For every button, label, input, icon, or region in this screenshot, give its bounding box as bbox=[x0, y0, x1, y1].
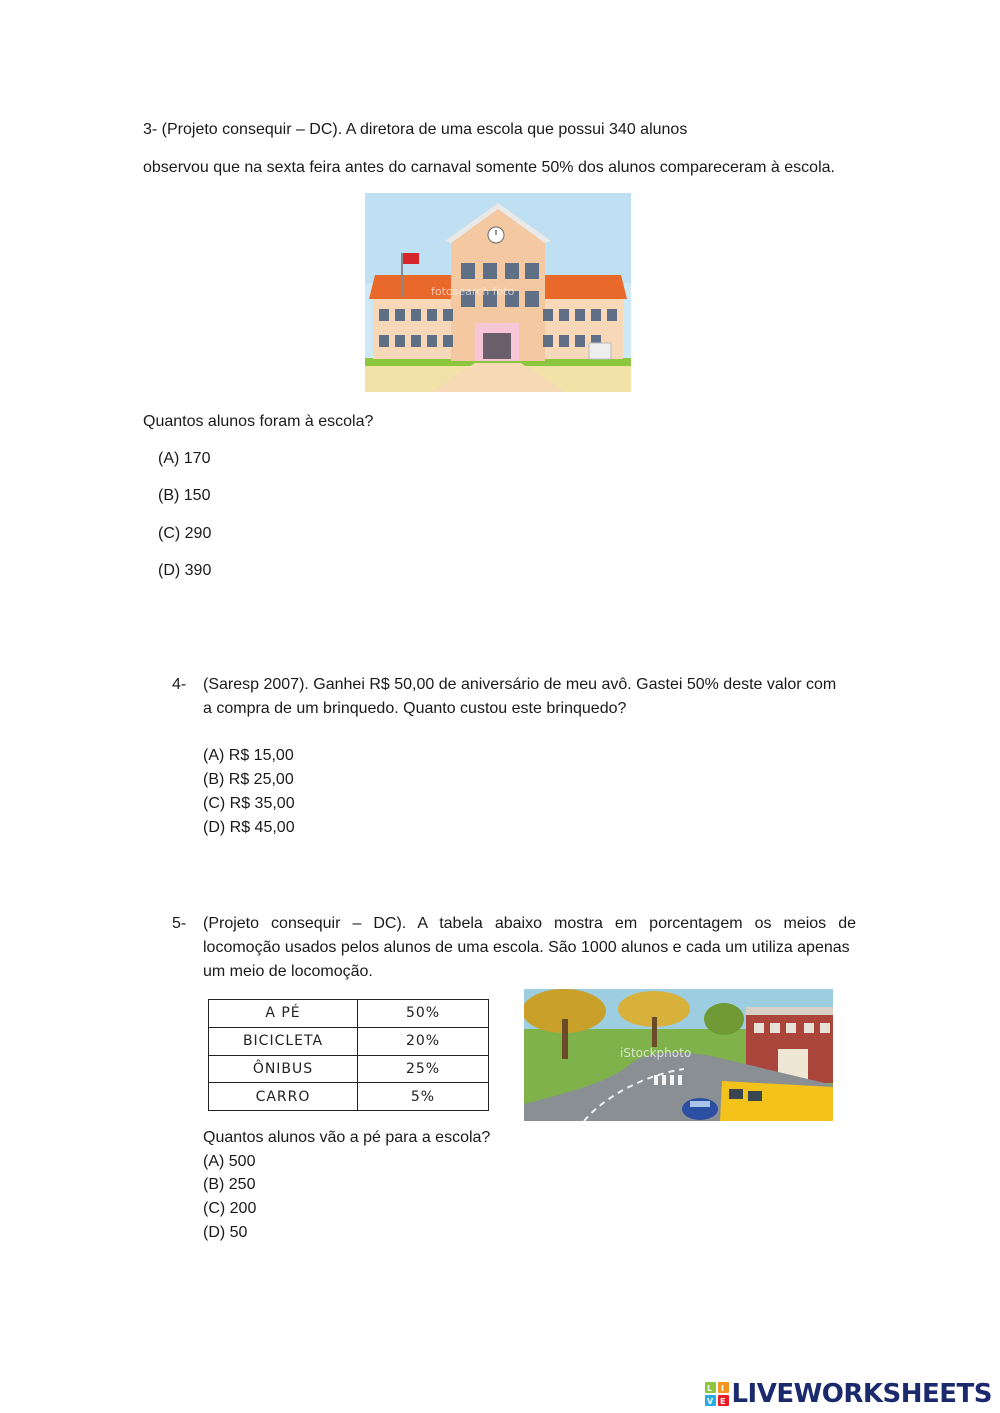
q5-image-watermark: iStockphoto bbox=[620, 1046, 692, 1060]
q4-option-c[interactable]: (C) R$ 35,00 bbox=[203, 795, 295, 812]
transport-table bbox=[208, 999, 489, 1111]
liveworksheets-logo[interactable] bbox=[705, 1378, 992, 1410]
q5-option-b[interactable]: (B) 250 bbox=[203, 1176, 256, 1193]
table-row bbox=[209, 1083, 489, 1111]
q3-option-d[interactable]: (D) 390 bbox=[158, 562, 212, 579]
q3-question: Quantos alunos foram à escola? bbox=[143, 413, 374, 430]
table-row bbox=[209, 1027, 489, 1055]
table-row bbox=[209, 1000, 489, 1028]
q3-statement-line1: 3- (Projeto consequir – DC). A diretora de uma escola que possui 340 alunos bbox=[143, 121, 688, 138]
q5-statement-line1: (Projeto consequir – DC). A tabela abaixo mostra em porcentagem os meios de bbox=[203, 915, 856, 932]
q5-option-d[interactable]: (D) 50 bbox=[203, 1224, 248, 1241]
q3-option-a[interactable]: (A) 170 bbox=[158, 450, 211, 467]
q4-option-a[interactable]: (A) R$ 15,00 bbox=[203, 747, 294, 764]
q5-question: Quantos alunos vão a pé para a escola? bbox=[203, 1129, 491, 1146]
q4-option-d[interactable]: (D) R$ 45,00 bbox=[203, 819, 295, 836]
q4-statement-line2: a compra de um brinquedo. Quanto custou este brinquedo? bbox=[203, 700, 627, 717]
q5-option-a[interactable]: (A) 500 bbox=[203, 1153, 256, 1170]
table-row bbox=[209, 1055, 489, 1083]
table-cell-mode: CARRO bbox=[209, 1083, 358, 1111]
q4-option-b[interactable]: (B) R$ 25,00 bbox=[203, 771, 294, 788]
table-cell-percentage: 20% bbox=[358, 1027, 489, 1055]
table-cell-percentage: 25% bbox=[358, 1055, 489, 1083]
q3-option-b[interactable]: (B) 150 bbox=[158, 487, 211, 504]
q5-option-c[interactable]: (C) 200 bbox=[203, 1200, 257, 1217]
svg-text:I: I bbox=[721, 1384, 725, 1393]
q5-statement-line3: um meio de locomoção. bbox=[203, 963, 373, 980]
q4-statement-line1: (Saresp 2007). Ganhei R$ 50,00 de aniversário de meu avô. Gastei 50% deste valor com bbox=[203, 676, 837, 693]
table-cell-percentage: 5% bbox=[358, 1083, 489, 1111]
school-street-illustration bbox=[524, 989, 833, 1121]
q5-statement-line2: locomoção usados pelos alunos de uma escola. São 1000 alunos e cada um utiliza apenas bbox=[203, 939, 850, 956]
svg-text:L: L bbox=[707, 1384, 713, 1393]
school-building-illustration bbox=[365, 193, 631, 392]
svg-text:V: V bbox=[707, 1397, 714, 1406]
q3-option-c[interactable]: (C) 290 bbox=[158, 525, 212, 542]
table-cell-mode: A PÉ bbox=[209, 1000, 358, 1028]
q3-image-watermark: fotosearch foto bbox=[431, 285, 515, 298]
table-cell-percentage: 50% bbox=[358, 1000, 489, 1028]
liveworksheets-grid-icon bbox=[705, 1382, 729, 1406]
table-cell-mode: ÔNIBUS bbox=[209, 1055, 358, 1083]
q4-number: 4- bbox=[172, 676, 187, 693]
table-cell-mode: BICICLETA bbox=[209, 1027, 358, 1055]
q5-number: 5- bbox=[172, 915, 187, 932]
svg-text:E: E bbox=[720, 1397, 726, 1406]
liveworksheets-brand-name: LIVEWORKSHEETS bbox=[731, 1379, 992, 1409]
q3-statement-line2: observou que na sexta feira antes do carnaval somente 50% dos alunos compareceram à escola. bbox=[143, 159, 835, 176]
